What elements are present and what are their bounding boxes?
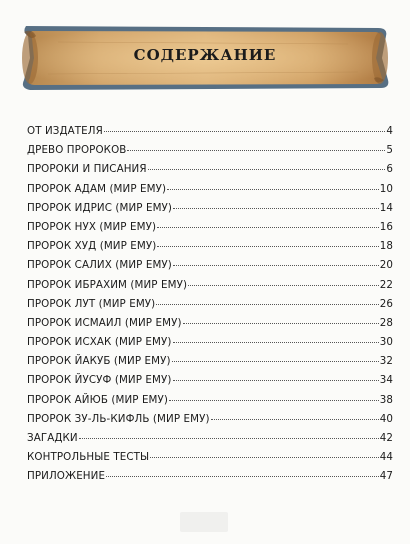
toc-entry-page: 10 xyxy=(379,182,393,195)
toc-entry-title: ПРОРОКИ И ПИСАНИЯ xyxy=(27,163,147,176)
toc-entry xyxy=(27,298,393,317)
toc-entry-page: 38 xyxy=(379,393,393,406)
toc-entry-title: ПРОРОК ЙАКУБ (МИР ЕМУ) xyxy=(27,355,171,368)
toc-entry xyxy=(27,374,393,393)
toc-entry xyxy=(27,163,393,182)
toc-entry-title: ПРОРОК ИБРАХИМ (МИР ЕМУ) xyxy=(27,278,188,291)
toc-entry-page: 47 xyxy=(379,470,393,483)
toc-entry xyxy=(27,240,393,259)
dot-leader xyxy=(150,457,378,458)
toc-entry-page: 30 xyxy=(379,336,393,349)
toc-entry-page: 14 xyxy=(379,201,393,214)
toc-entry-title: ПРОРОК ЙУСУФ (МИР ЕМУ) xyxy=(27,374,172,387)
toc-entry xyxy=(27,470,393,489)
dot-leader xyxy=(188,285,379,286)
dot-leader xyxy=(148,169,386,170)
toc-entry-page: 22 xyxy=(379,278,393,291)
toc-entry-title: ПРОРОК ЗУ-ЛЬ-КИФЛЬ (МИР ЕМУ) xyxy=(27,412,210,425)
toc-entry-page: 34 xyxy=(379,374,393,387)
dot-leader xyxy=(183,323,379,324)
dot-leader xyxy=(173,380,379,381)
toc-entry-title: ЗАГАДКИ xyxy=(27,432,78,444)
dot-leader xyxy=(167,189,379,190)
toc-entry-title: ПРОРОК ИДРИС (МИР ЕМУ) xyxy=(27,201,173,214)
toc-entry-title: ПРОРОК САЛИХ (МИР ЕМУ) xyxy=(27,259,172,272)
dot-leader xyxy=(173,342,379,343)
toc-entry xyxy=(27,432,393,451)
toc-entry-title: ПРОРОК ИСМАИЛ (МИР ЕМУ) xyxy=(27,316,182,329)
dot-leader xyxy=(157,246,378,247)
toc-entry-page: 4 xyxy=(386,125,393,137)
toc-entry xyxy=(27,317,393,336)
toc-entry-title: КОНТРОЛЬНЫЕ ТЕСТЫ xyxy=(27,451,150,464)
toc-entry xyxy=(27,451,393,470)
toc-entry-page: 20 xyxy=(379,259,393,272)
toc-entry-title: ПРИЛОЖЕНИЕ xyxy=(27,470,106,483)
toc-entry-title: ПРОРОК ЛУТ (МИР ЕМУ) xyxy=(27,297,156,310)
toc-entry xyxy=(27,125,393,144)
table-of-contents xyxy=(27,125,393,490)
dot-leader xyxy=(211,419,379,420)
toc-entry-title: ПРОРОК АЙЮБ (МИР ЕМУ) xyxy=(27,393,169,406)
toc-entry-page: 26 xyxy=(379,297,393,310)
toc-entry-page: 6 xyxy=(386,163,393,176)
toc-entry-page: 16 xyxy=(379,220,393,233)
dot-leader xyxy=(127,150,385,151)
dot-leader xyxy=(173,208,379,209)
toc-entry-title: ПРОРОК ХУД (МИР ЕМУ) xyxy=(27,240,157,253)
dot-leader xyxy=(156,304,378,305)
dot-leader xyxy=(106,476,379,477)
toc-entry-title: ПРОРОК ИСХАК (МИР ЕМУ) xyxy=(27,336,172,349)
dot-leader xyxy=(157,227,379,228)
toc-entry-page: 40 xyxy=(379,412,393,425)
toc-entry xyxy=(27,259,393,278)
toc-entry xyxy=(27,336,393,355)
toc-entry-page: 5 xyxy=(386,144,393,157)
toc-entry xyxy=(27,394,393,413)
page-title: СОДЕРЖАНИЕ xyxy=(133,46,277,64)
dot-leader xyxy=(79,438,379,439)
toc-entry xyxy=(27,144,393,163)
dot-leader xyxy=(172,361,379,362)
dot-leader xyxy=(169,400,379,401)
toc-entry-page: 28 xyxy=(379,316,393,329)
toc-entry-page: 32 xyxy=(379,355,393,368)
toc-entry-page: 18 xyxy=(379,240,393,253)
title-banner xyxy=(18,22,392,94)
toc-entry xyxy=(27,183,393,202)
toc-entry xyxy=(27,202,393,221)
toc-entry xyxy=(27,279,393,298)
toc-entry-page: 44 xyxy=(379,451,393,464)
dot-leader xyxy=(104,131,385,132)
toc-entry-title: ОТ ИЗДАТЕЛЯ xyxy=(27,125,103,137)
toc-entry-page: 42 xyxy=(379,432,393,444)
toc-entry xyxy=(27,221,393,240)
toc-entry xyxy=(27,413,393,432)
toc-entry-title: ДРЕВО ПРОРОКОВ xyxy=(27,144,127,157)
toc-entry xyxy=(27,355,393,374)
toc-entry-title: ПРОРОК НУХ (МИР ЕМУ) xyxy=(27,220,157,233)
dot-leader xyxy=(173,265,379,266)
toc-entry-title: ПРОРОК АДАМ (МИР ЕМУ) xyxy=(27,182,167,195)
faded-stamp xyxy=(180,512,228,532)
